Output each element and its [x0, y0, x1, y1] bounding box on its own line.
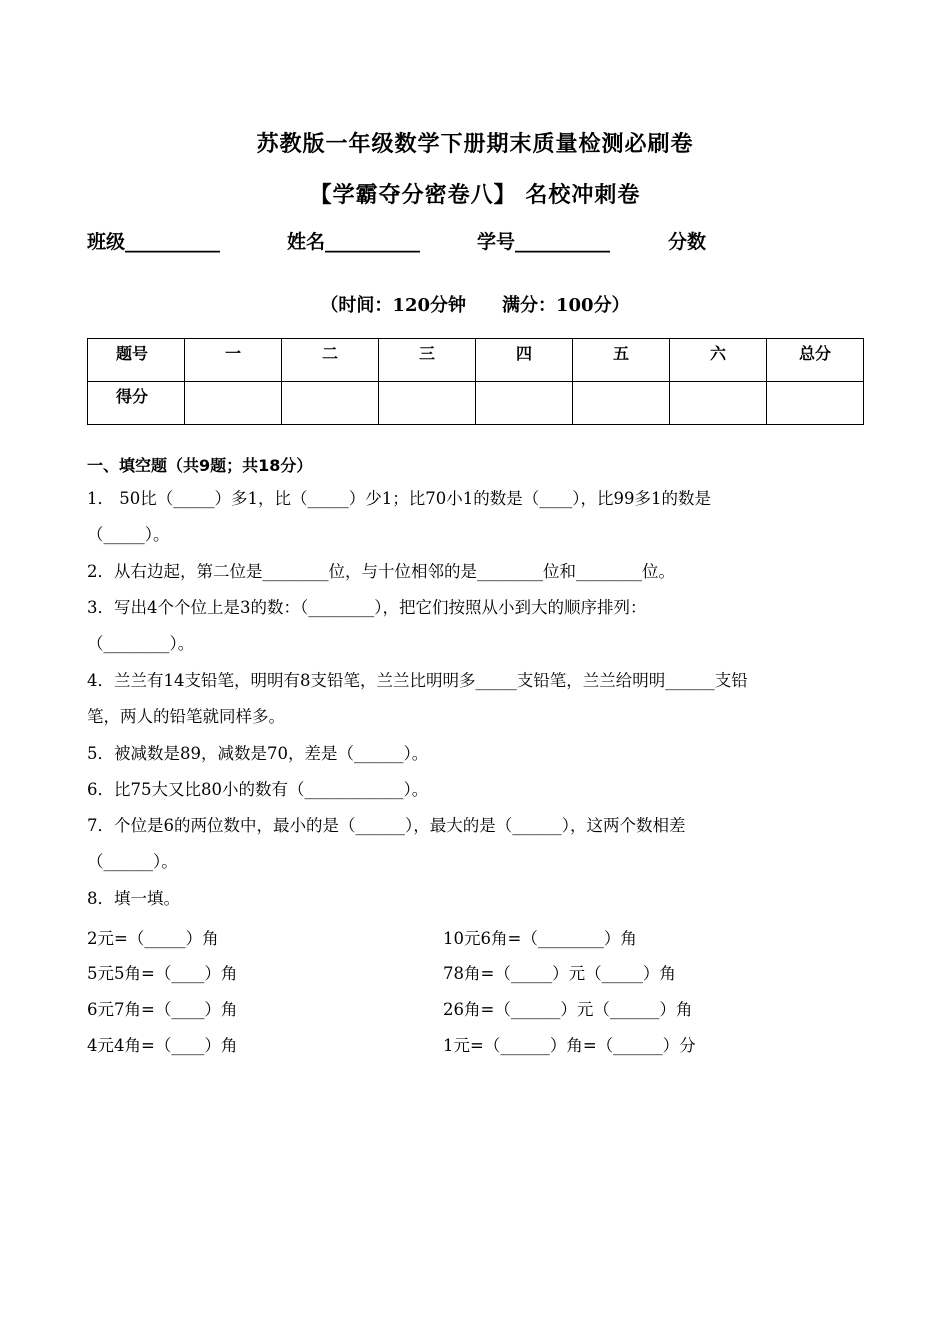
score-cell-2[interactable]	[282, 382, 379, 425]
table-column-2: 二	[282, 339, 379, 382]
question-8: 8．填一填。	[87, 889, 180, 908]
score-table-header-row	[88, 339, 864, 382]
section-heading: 一、填空题（共9题；共18分）	[87, 456, 313, 475]
q8-left-item-1: 2元=（_____）角	[87, 929, 219, 948]
question-7-line-2: （______）。	[87, 852, 178, 871]
question-1-line-1: 1． 50比（_____）多1，比（_____）少1；比70小1的数是（____），比99多1的数是	[87, 489, 711, 508]
q8-right-item-3: 26角=（______）元（______）角	[443, 1000, 693, 1019]
class-field: 班级__________	[87, 231, 221, 253]
name-field: 姓名__________	[287, 231, 421, 253]
score-cell-4[interactable]	[476, 382, 573, 425]
question-5: 5．被减数是89，减数是70，差是（______）。	[87, 744, 429, 763]
score-cell-5[interactable]	[573, 382, 670, 425]
table-column-1: 一	[185, 339, 282, 382]
score-cell-1[interactable]	[185, 382, 282, 425]
q8-left-item-4: 4元4角=（____）角	[87, 1036, 238, 1055]
q8-left-item-3: 6元7角=（____）角	[87, 1000, 238, 1019]
score-table-score-row	[88, 382, 864, 425]
question-4-line-2: 笔，两人的铅笔就同样多。	[87, 707, 285, 726]
question-7-line-1: 7．个位是6的两位数中，最小的是（______），最大的是（______），这两个数相差	[87, 816, 686, 835]
page-title: 苏教版一年级数学下册期末质量检测必刷卷	[256, 131, 694, 157]
question-6: 6．比75大又比80小的数有（____________）。	[87, 780, 429, 799]
question-1-line-2: （_____）。	[87, 525, 170, 544]
table-column-3: 三	[379, 339, 476, 382]
q8-right-item-2: 78角=（_____）元（_____）角	[443, 964, 676, 983]
question-3-line-1: 3．写出4个个位上是3的数：（________），把它们按照从小到大的顺序排列：	[87, 598, 647, 617]
score-cell-3[interactable]	[379, 382, 476, 425]
table-column-5: 五	[573, 339, 670, 382]
score-cell-total[interactable]	[767, 382, 864, 425]
table-label-score: 得分	[88, 382, 185, 425]
page-subtitle: 【学霸夺分密卷八】 名校冲刺卷	[309, 182, 641, 208]
table-column-total: 总分	[767, 339, 864, 382]
question-3-line-2: （________）。	[87, 634, 195, 653]
score-table	[87, 338, 864, 425]
table-label-question-number: 题号	[88, 339, 185, 382]
question-2: 2．从右边起，第二位是________位，与十位相邻的是________位和________位。	[87, 562, 675, 581]
table-column-4: 四	[476, 339, 573, 382]
time-info: （时间：120分钟 满分：100分）	[320, 295, 630, 316]
q8-right-item-4: 1元=（______）角=（______）分	[443, 1036, 696, 1055]
score-cell-6[interactable]	[670, 382, 767, 425]
question-4-line-1: 4．兰兰有14支铅笔，明明有8支铅笔，兰兰比明明多_____支铅笔，兰兰给明明______支铅	[87, 671, 748, 690]
student-number-field: 学号__________	[477, 231, 611, 253]
score-field: 分数	[668, 231, 707, 253]
q8-right-item-1: 10元6角=（________）角	[443, 929, 637, 948]
table-column-6: 六	[670, 339, 767, 382]
q8-left-item-2: 5元5角=（____）角	[87, 964, 238, 983]
